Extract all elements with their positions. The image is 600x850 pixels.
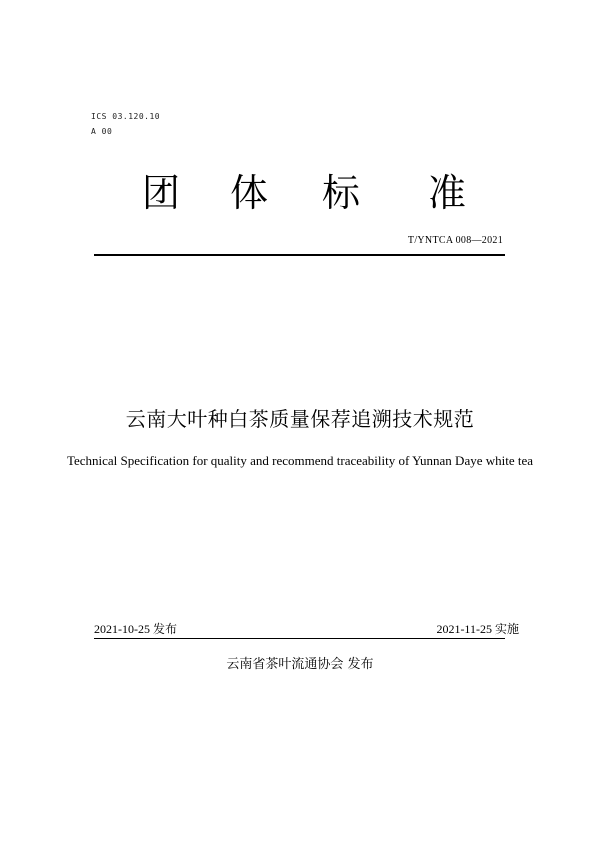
implementation-date: 2021-11-25 实施 [436,622,519,636]
document-title-chinese: 云南大叶种白茶质量保荐追溯技术规范 [125,407,475,431]
standard-type-heading [0,170,600,220]
ccs-code: A 00 [91,127,113,136]
header-divider [94,254,505,256]
footer-divider [94,638,505,639]
document-title-english: Technical Specification for quality and recommend traceability of Yunnan Daye white tea [66,453,534,468]
standard-type-char: 团 [142,171,181,215]
ics-code: ICS 03.120.10 [91,112,161,121]
standard-number: T/YNTCA 008—2021 [407,235,503,246]
issue-date: 2021-10-25 发布 [94,622,177,636]
publisher: 云南省茶叶流通协会 发布 [226,657,374,672]
standard-type-char: 体 [230,171,269,215]
standard-type-char: 标 [322,171,361,215]
standard-type-char: 准 [428,171,467,215]
